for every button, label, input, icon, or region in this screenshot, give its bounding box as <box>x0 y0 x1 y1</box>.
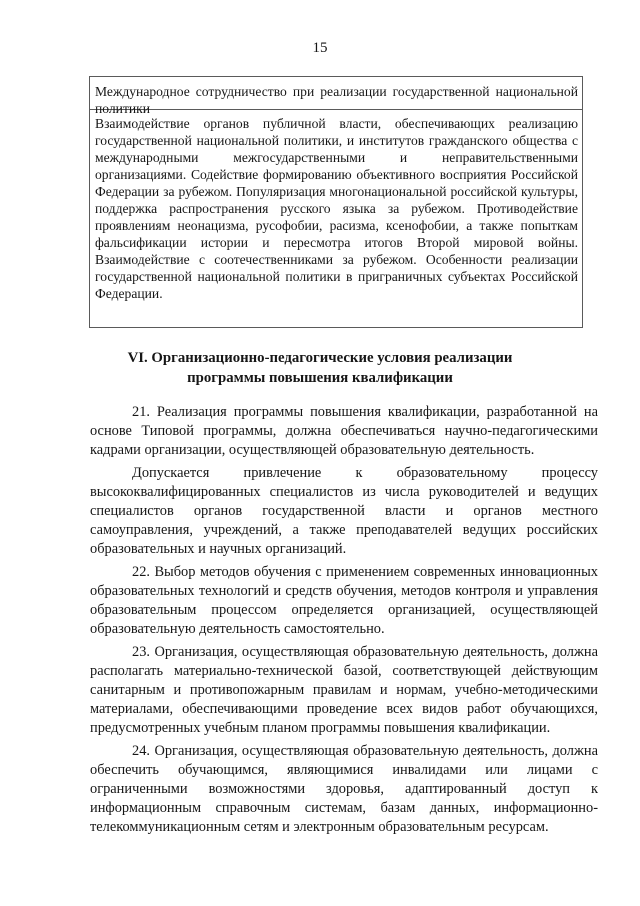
paragraph-23: 23. Организация, осуществляющая образовательную деятельность, должна располагать материально-технической базой, соответствующей действующим санитарным и противопожарным правилам и нормам, учебно-методическими материалами, обеспечивающими проведение всех видов работ обучающихся, предусмотренных учебным планом программы повышения квалификации. <box>90 644 598 736</box>
paragraph-21-continued: Допускается привлечение к образовательному процессу высококвалифицированных специалистов из числа руководителей и ведущих специалистов органов государственной власти и органов местного самоуправления, учреждений, а также преподавателей ведущих российских образовательных и научных организаций. <box>90 465 598 557</box>
table-row <box>90 110 582 302</box>
table-cell-content: Взаимодействие органов публичной власти, обеспечивающих реализацию государственной национальной политики, и институтов гражданского общества с международными межгосударственными и неправительственными организациями. Содействие формированию объективного восприятия Российской Федерации за рубежом. Популяризация многонациональной российской культуры, поддержка распространения русского языка за рубежом. Противодействие проявлениям неонацизма, русофобии, расизма, ксенофобии, а также попыткам фальсификации истории и пересмотра итогов Второй мировой войны. Взаимодействие с соотечественниками за рубежом. Особенности реализации государственной национальной политики в приграничных субъектах Российской Федерации. <box>95 116 578 301</box>
section-heading <box>60 348 580 388</box>
body-text <box>90 403 598 841</box>
section-heading-line-1: VI. Организационно-педагогические условия реализации <box>127 350 513 366</box>
paragraph-24: 24. Организация, осуществляющая образовательную деятельность, должна обеспечить обучающимся, являющимися инвалидами или лицами с ограниченными возможностями здоровья, адаптированный доступ к информационным справочным системам, базам данных, информационно-телекоммуникационным сетям и электронным образовательным ресурсам. <box>90 743 598 835</box>
table-row <box>90 77 582 116</box>
page-number: 15 <box>312 40 328 56</box>
section-heading-line-2: программы повышения квалификации <box>187 370 453 386</box>
content-table <box>89 76 583 328</box>
paragraph-21: 21. Реализация программы повышения квалификации, разработанной на основе Типовой программы, должна обеспечиваться научно-педагогическими кадрами организации, осуществляющей образовательную деятельность. <box>90 404 598 458</box>
table-cell-topic: Международное сотрудничество при реализации государственной национальной политики <box>95 84 578 116</box>
paragraph-22: 22. Выбор методов обучения с применением современных инновационных образовательных технологий и средств обучения, методов контроля и управления образовательным процессом определяется организацией, осуществляющей образовательную деятельность самостоятельно. <box>90 564 598 637</box>
